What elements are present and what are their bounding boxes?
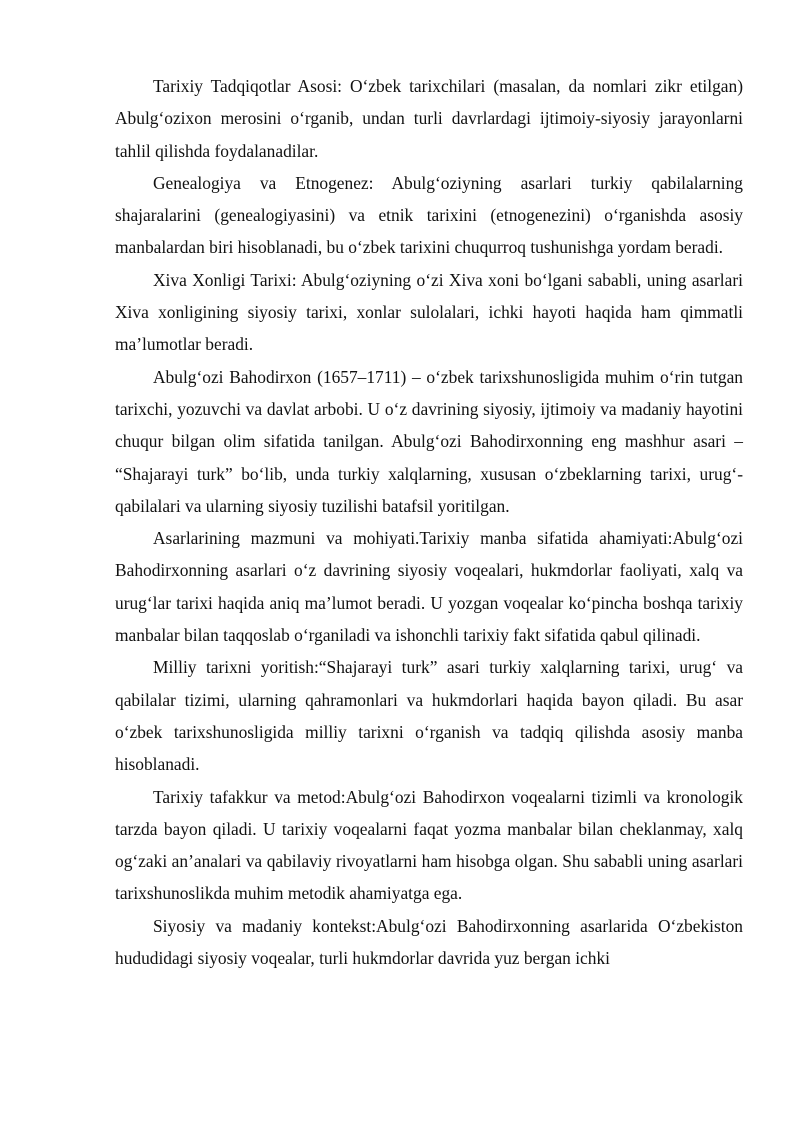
- paragraph-political-context: Siyosiy va madaniy kontekst:Abulg‘ozi Bahodirxonning asarlarida O‘zbekiston hududidagi siyosiy voqealar, turli hukmdorlar davrida yuz bergan ichki: [115, 915, 743, 969]
- document-page: [115, 70, 743, 974]
- paragraph-abulgozi-biography: Abulg‘ozi Bahodirxon (1657–1711) – o‘zbek tarixshunosligida muhim o‘rin tutgan tarixchi, yozuvchi va davlat arbobi. U o‘z davrining siyosiy, ijtimoiy va madaniy hayotini chuqur bilgan olim sifatida tanilgan. Abulg‘ozi Bahodirxonning eng mashhur asari – “Shajarayi turk” bo‘lib, unda turkiy xalqlarning, xususan o‘zbeklarning tarixi, urug‘-qabilalari va ularning siyosiy tuzilishi batafsil yoritilgan.: [115, 366, 743, 516]
- paragraph-historical-method: Tarixiy tafakkur va metod:Abulg‘ozi Bahodirxon voqealarni tizimli va kronologik tarzda bayon qiladi. U tarixiy voqealarni faqat yozma manbalar bilan cheklanmay, xalq og‘zaki an’analari va qabilaviy rivoyatlarni ham hisobga olgan. Shu sababli uning asarlari tarixshunoslikda muhim metodik ahamiyatga ega.: [115, 786, 743, 904]
- paragraph-national-history: Milliy tarixni yoritish:“Shajarayi turk” asari turkiy xalqlarning tarixi, urug‘ va qabilalar tizimi, ularning qahramonlari va hukmdorlari haqida bayon qiladi. Bu asar o‘zbek tarixshunosligida milliy tarixni o‘rganish va tadqiq qilishda asosiy manba hisoblanadi.: [115, 657, 743, 775]
- paragraph-works-content: Asarlarining mazmuni va mohiyati.Tarixiy manba sifatida ahamiyati:Abulg‘ozi Bahodirxonning asarlari o‘z davrining siyosiy voqealari, hukmdorlar faoliyati, xalq va urug‘lar tarixi haqida aniq ma’lumot beradi. U yozgan voqealar ko‘pincha boshqa tarixiy manbalar bilan taqqoslab o‘rganiladi va ishonchli tarixiy fakt sifatida qabul qilinadi.: [115, 528, 743, 646]
- paragraph-khiva-khanate: Xiva Xonligi Tarixi: Abulg‘oziyning o‘zi Xiva xoni bo‘lgani sababli, uning asarlari Xiva xonligining siyosiy tarixi, xonlar sulolalari, ichki hayoti haqida ham qimmatli ma’lumotlar beradi.: [115, 269, 743, 355]
- paragraph-historical-research: Tarixiy Tadqiqotlar Asosi: O‘zbek tarixchilari (masalan, da nomlari zikr etilgan) Abulg‘ozixon merosini o‘rganib, undan turli davrlardagi ijtimoiy-siyosiy jarayonlarni tahlil qilishda foydalanadilar.: [115, 76, 743, 161]
- paragraph-genealogy-ethnogenesis: Genealogiya va Etnogenez: Abulg‘oziyning asarlari turkiy qabilalarning shajaralarini (genealogiyasini) va etnik tarixini (etnogenezini) o‘rganishda asosiy manbalardan biri hisoblanadi, bu o‘zbek tarixini chuqurroq tushunishga yordam beradi.: [115, 172, 743, 258]
